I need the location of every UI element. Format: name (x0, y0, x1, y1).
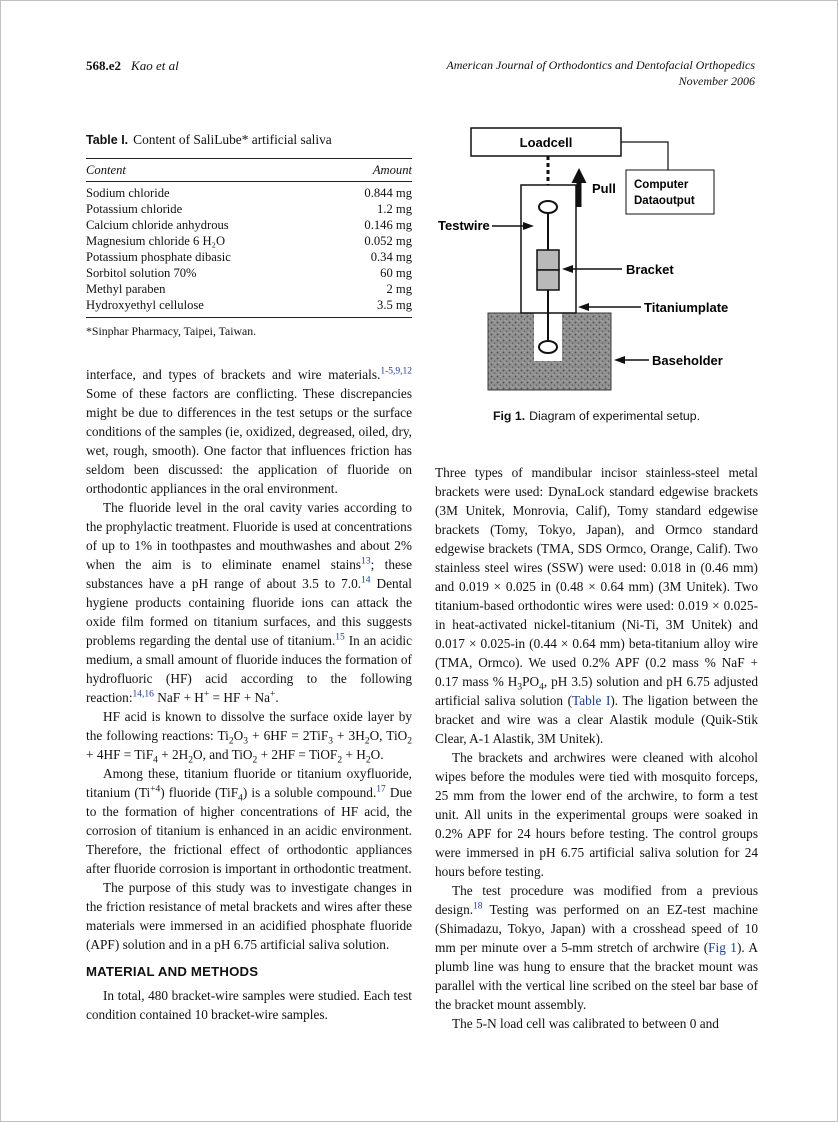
figure-caption (435, 409, 758, 423)
figure-1-block (435, 123, 758, 423)
table-footnote: *Sinphar Pharmacy, Taipei, Taiwan. (86, 324, 257, 338)
citation-link[interactable]: 17 (376, 784, 386, 795)
text-run: 2 (188, 755, 194, 766)
paragraph (86, 764, 412, 878)
text-run: The purpose of this study was to investigate changes in the friction resistance of metal brackets and wires after these materials were immersed in an acidified phosphate fluoride (APF) solution and in a pH 6.75 artificial saliva solution. (86, 880, 412, 952)
text-run: O. (370, 747, 384, 762)
text-run: NaF + H (153, 690, 204, 705)
text-run: + 2HF = TiOF (257, 747, 338, 762)
journal-name: American Journal of Orthodontics and Dentofacial Orthopedics (446, 58, 755, 72)
paragraph (86, 878, 412, 954)
text-run: Some of these factors are conflicting. These discrepancies might be due to differences in the test setups or the surface conditions of the samples (ie, oxidized, degreased, oiled, dry, wet, rough, smooth). One factor that influences friction has seldom been discussed: the application of fluoride on orthodontic appliances in the oral environment. (86, 386, 412, 496)
bracket-lower (537, 270, 559, 290)
connector-line (621, 142, 668, 170)
paragraph (86, 986, 412, 1024)
content-cell: Hydroxyethyl cellulose (86, 298, 204, 312)
content-cell: Potassium phosphate dibasic (86, 250, 231, 264)
computer-label-line2: Dataoutput (633, 195, 695, 207)
text-run: The test procedure was modified from a previous design. (435, 883, 758, 917)
text-run: The fluoride level in the oral cavity varies according to the prophylactic treatment. Fluoride is used at concentrations of up to 1% in toothpastes and mouthwashes and about 2% when the aim is to eliminate enamel stains (86, 500, 412, 572)
text-run: ). The ligation between the bracket and wire was a clear Alastik module (Quik-Stik Clear, A-1 Alastik, 3M Unitek). (435, 693, 758, 746)
cross-reference-link[interactable]: Fig 1 (708, 940, 737, 955)
running-authors: Kao et al (131, 58, 179, 73)
text-run: interface, and types of brackets and wire materials. (86, 367, 381, 382)
computer-box (626, 170, 714, 214)
computer-label-line1: Computer (633, 179, 688, 191)
amount-cell: 1.2 mg (377, 202, 412, 216)
table-row (86, 282, 412, 298)
titaniumplate-label: Titaniumplate (643, 300, 728, 315)
content-cell: Calcium chloride anhydrous (86, 218, 229, 232)
text-run: 3 (243, 736, 248, 747)
paragraph (86, 707, 412, 764)
text-run: 3 (328, 736, 333, 747)
text-run: 4 (539, 682, 544, 693)
text-run: + 6HF = 2TiF (248, 728, 329, 743)
text-run: ) fluoride (TiF (160, 785, 239, 800)
text-run: 2 (365, 755, 371, 766)
text-run: +4 (150, 784, 161, 795)
table-label: Table I. (86, 133, 129, 147)
left-column (86, 131, 412, 1024)
text-run: Among these, titanium fluoride or titanium oxyfluoride, titanium (Ti (86, 766, 412, 800)
text-run: ). A plumb line was hung to ensure that the bracket mount was parallel with the vertical line scribed on the steel bar base of the bracket mount assembly. (435, 940, 758, 1012)
citation-link[interactable]: 15 (335, 632, 345, 643)
amount-cell: 0.052 mg (364, 234, 412, 248)
text-run: 2 (337, 755, 343, 766)
right-column-text (435, 463, 758, 1033)
experimental-setup-diagram (436, 123, 758, 395)
content-cell: Potassium chloride (86, 202, 183, 216)
text-run: 4 (153, 755, 158, 766)
table-row (86, 182, 412, 202)
citation-link[interactable]: 18 (473, 901, 483, 912)
text-run: Testing was performed on an EZ-test machine (Shimadazu, Tokyo, Japan) with a crosshead speed of 10 mm per minute over a 5-mm stretch of archwire ( (435, 902, 758, 955)
content-cell: Methyl paraben (86, 282, 166, 296)
citation-link[interactable]: 14 (361, 575, 371, 586)
text-run: . (275, 690, 279, 705)
baseholder-label: Baseholder (651, 353, 723, 368)
text-run: + (270, 689, 276, 700)
section-heading (86, 964, 412, 979)
loadcell-label: Loadcell (519, 135, 572, 150)
table-row (86, 202, 412, 218)
text-run: Dental hygiene products containing fluoride ions can attack the oxide film formed on titanium surfaces, and this suggests problems regarding the dental use of titanium. (86, 576, 412, 648)
issue-date: November 2006 (678, 73, 755, 88)
text-run: 2 (407, 736, 412, 747)
col-header-content: Content (86, 159, 331, 182)
right-column (435, 123, 758, 1033)
table-row (86, 250, 412, 266)
bracket-label: Bracket (625, 262, 674, 277)
paragraph (435, 463, 758, 748)
text-run: 2 (252, 755, 258, 766)
text-run: HF acid is known to dissolve the surface oxide layer by the following reactions: Ti (86, 709, 412, 743)
table-caption: Content of SaliLube* artificial saliva (133, 132, 332, 147)
amount-cell: 0.34 mg (370, 250, 412, 264)
content-cell: Sodium chloride (86, 186, 170, 200)
page-header-right (446, 58, 755, 89)
table-title (86, 131, 412, 149)
text-run: MATERIAL AND METHODS (86, 964, 259, 979)
text-run: O (233, 728, 244, 743)
figure-caption-text: Diagram of experimental setup. (529, 409, 700, 423)
amount-cell: 2 mg (386, 282, 412, 296)
page-number: 568.e2 (86, 58, 122, 73)
table-row (86, 218, 412, 234)
text-run: = HF + Na (209, 690, 271, 705)
citation-link[interactable]: 14,16 (132, 689, 154, 700)
paragraph (435, 881, 758, 1014)
text-run: ) is a soluble compound. (242, 785, 377, 800)
baseholder-arrowhead (614, 356, 625, 364)
page-header-left (86, 58, 179, 74)
content-cell: Sorbitol solution 70% (86, 266, 197, 280)
bracket-upper (537, 250, 559, 270)
text-run: In an acidic medium, a small amount of fluoride induces the formation of hydrofluoric (HF) acid according to the following reaction: (86, 633, 413, 705)
titaniumplate-arrowhead (578, 303, 589, 311)
paragraph (435, 1014, 758, 1033)
text-run: + (203, 689, 210, 700)
paragraph (435, 748, 758, 881)
paragraph (86, 498, 412, 707)
text-run: Due to the formation of higher concentrations of HF acid, the corrosion of titanium is enhanced in an acidic environment. Therefore, the frictional effect of orthodontic appliances after fluoride corrosion is important in orthodontic treatment. (86, 785, 412, 876)
text-run: The brackets and archwires were cleaned with alcohol wipes before the modules were tied with mosquito forceps, 25 mm from the lower end of the archwire, to form a test unit. All units in the experimental groups were soaked in 0.2% APF for 24 hours before testing. The control groups were immersed in pH 6.75 artificial saliva solution for 24 hours before testing. (435, 750, 758, 879)
table-1-block (86, 131, 412, 339)
amount-cell: 0.146 mg (364, 218, 412, 232)
citation-link[interactable]: 1-5,9,12 (380, 366, 412, 377)
testwire-label: Testwire (437, 218, 490, 233)
text-run: 4 (238, 793, 243, 804)
col-header-amount: Amount (331, 159, 412, 182)
text-run: 3 (517, 682, 523, 693)
text-run: + 4HF = TiF (86, 747, 154, 762)
text-run: + 3H (332, 728, 365, 743)
content-cell: Magnesium chloride 6 H₂O (86, 234, 226, 248)
text-run: , pH 3.5) solution and pH 6.75 adjusted artificial saliva solution ( (435, 674, 759, 708)
text-run: ; these substances have a pH range of about 3.5 to 7.0. (86, 557, 412, 591)
text-run: O, and TiO (193, 747, 253, 762)
wire-top-loop (539, 201, 557, 213)
table-header-row (86, 159, 412, 182)
saliva-content-table (86, 158, 412, 318)
pull-label: Pull (591, 181, 616, 196)
text-run: In total, 480 bracket-wire samples were studied. Each test condition contained 10 bracket-wire samples. (86, 988, 412, 1022)
left-column-text (86, 365, 412, 1024)
pull-arrowhead (571, 168, 586, 183)
cross-reference-link[interactable]: Table I (572, 693, 611, 708)
text-run: PO (522, 674, 540, 689)
text-run: + 2H (157, 747, 189, 762)
amount-cell: 60 mg (380, 266, 412, 280)
figure-caption-label: Fig 1. (493, 409, 526, 423)
text-run: 2 (228, 736, 234, 747)
paragraph (86, 365, 412, 498)
text-run: Three types of mandibular incisor stainless-steel metal brackets were used: DynaLock standard edgewise brackets (3M Unitek, Monrovia, Calif), Tomy standard edgewise brackets (Tomy, Tokyo, Japan), and Ormco standard edgewise brackets (TMA, SDS Ormco, Orange, Calif). Two stainless steel wires (SSW) were used: 0.018 in (0.46 mm) and 0.019 × 0.025 in (0.48 × 0.64 mm) (3M Unitek). Two titanium-based orthodontic wires were used: 0.019 × 0.025-in heat-activated nickel-titanium (Ni-Ti, 3M Unitek) and 0.017 × 0.025-in (0.44 × 0.64 mm) beta-titanium alloy wire (TMA, Ormco). We used 0.2% APF (0.2 mass % NaF + 0.17 mass % H (435, 465, 758, 689)
table-row (86, 298, 412, 318)
table-row (86, 266, 412, 282)
text-run: The 5-N load cell was calibrated to between 0 and (452, 1016, 719, 1031)
text-run: 2 (364, 736, 370, 747)
amount-cell: 0.844 mg (364, 186, 412, 200)
wire-bottom-loop (539, 341, 557, 353)
text-run: + H (342, 747, 366, 762)
table-row (86, 234, 412, 250)
citation-link[interactable]: 13 (361, 556, 371, 567)
amount-cell: 3.5 mg (377, 298, 412, 312)
text-run: O, TiO (369, 728, 408, 743)
